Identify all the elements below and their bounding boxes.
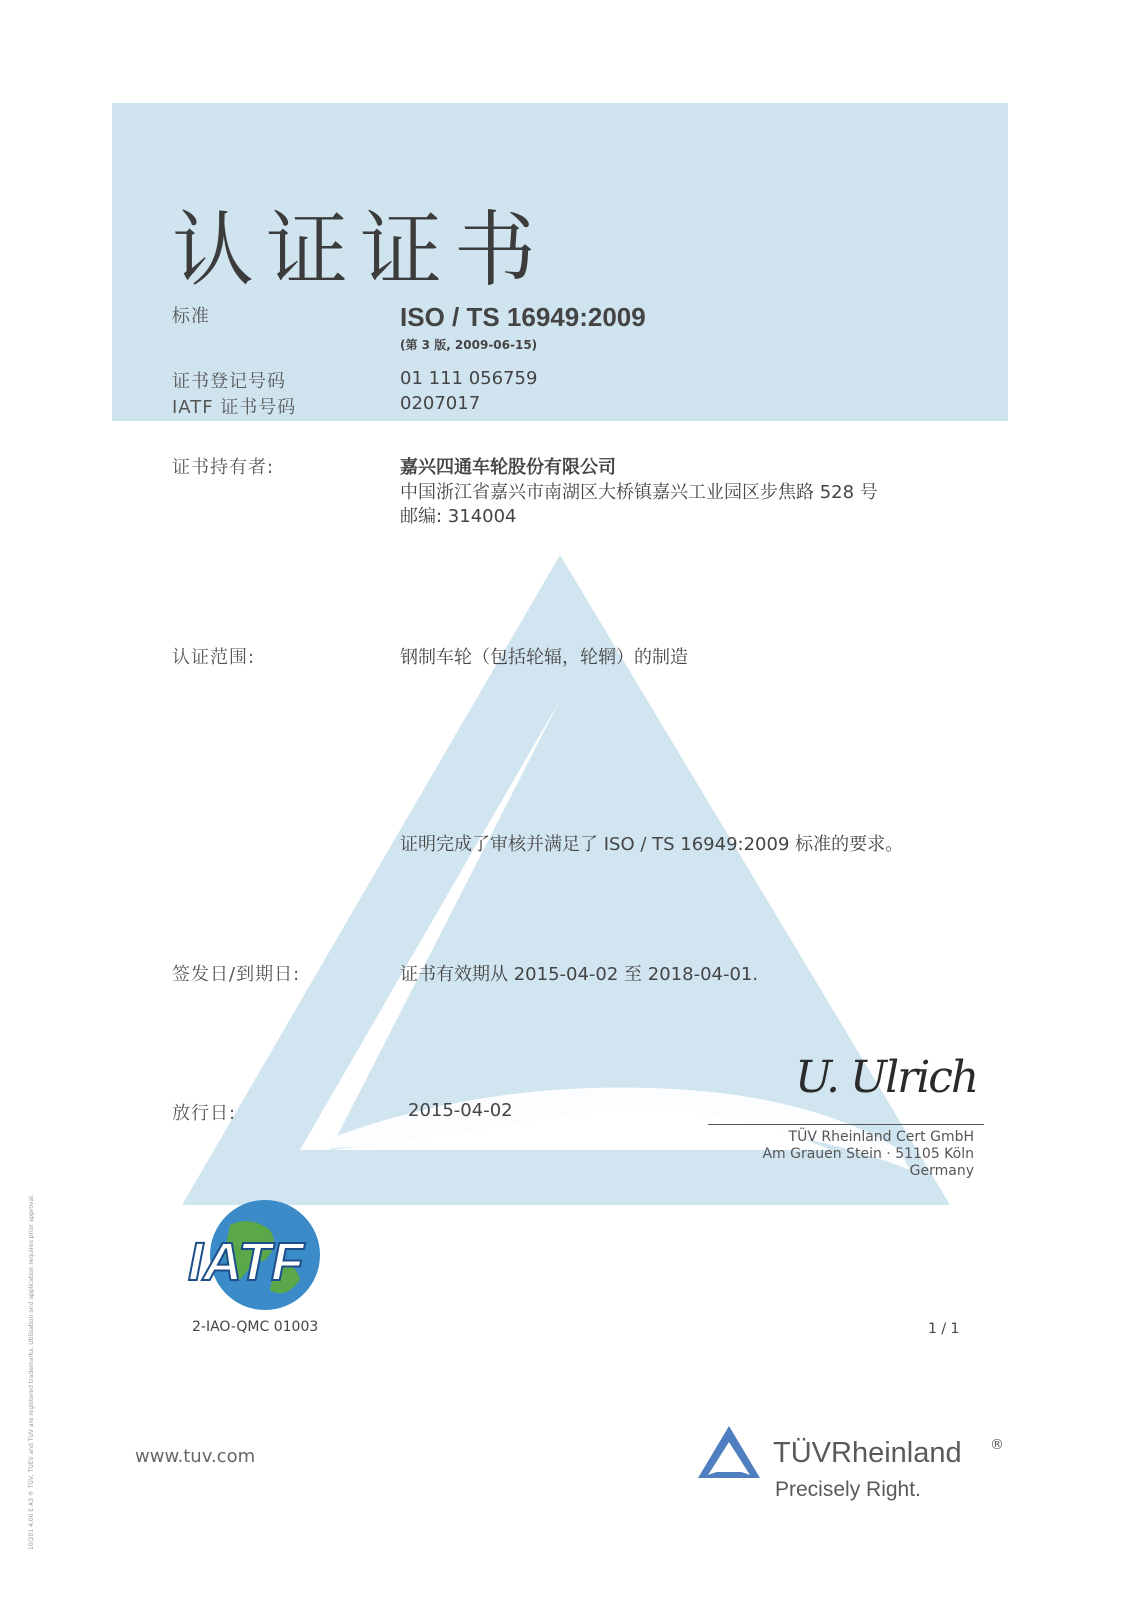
page-number: 1 / 1 <box>928 1321 960 1337</box>
iatf-number-value: 0207017 <box>400 393 481 414</box>
validity-value: 证书有效期从 2015-04-02 至 2018-04-01. <box>400 964 759 985</box>
conformity-statement: 证明完成了审核并满足了 ISO / TS 16949:2009 标准的要求。 <box>400 834 904 855</box>
scope-label: 认证范围: <box>172 647 256 668</box>
side-trademark-note: 10/201 4.06 E A3 ® TÜV, TUEV and TUV are registered trademarks. Utilisation and application requires prior approval. <box>28 1194 35 1550</box>
signatory-country: Germany <box>909 1163 974 1179</box>
release-label: 放行日: <box>172 1103 237 1124</box>
holder-postcode: 邮编: 314004 <box>400 506 517 527</box>
iatf-logo-text: IATF <box>188 1232 304 1292</box>
holder-name: 嘉兴四通车轮股份有限公司 <box>400 457 616 478</box>
registration-label: 证书登记号码 <box>172 371 286 392</box>
signatory-address: Am Grauen Stein · 51105 Köln <box>762 1146 974 1162</box>
brand-tagline: Precisely Right. <box>775 1478 921 1501</box>
certificate-title: 认证证书 <box>172 203 549 298</box>
iatf-logo-icon <box>180 1185 335 1315</box>
brand-registered: ® <box>990 1437 1004 1453</box>
validity-label: 签发日/到期日: <box>172 964 301 985</box>
iatf-code: 2-IAO-QMC 01003 <box>192 1319 319 1335</box>
website-link[interactable]: www.tuv.com <box>135 1446 256 1467</box>
iatf-number-label: IATF 证书号码 <box>172 397 297 418</box>
standard-value: ISO / TS 16949:2009 <box>400 302 646 332</box>
signature-line <box>708 1124 984 1125</box>
release-value: 2015-04-02 <box>408 1100 513 1121</box>
signature: U. Ulrich <box>795 1052 978 1103</box>
standard-edition: (第 3 版, 2009-06-15) <box>400 338 538 352</box>
registration-value: 01 111 056759 <box>400 368 538 389</box>
holder-label: 证书持有者: <box>172 457 275 478</box>
brand-name: TÜVRheinland <box>773 1437 962 1469</box>
standard-label: 标准 <box>172 306 210 327</box>
tuv-triangle-icon <box>696 1424 762 1480</box>
scope-value: 钢制车轮（包括轮辐，轮辋）的制造 <box>400 647 688 668</box>
signatory-org: TÜV Rheinland Cert GmbH <box>788 1129 974 1145</box>
holder-address: 中国浙江省嘉兴市南湖区大桥镇嘉兴工业园区步焦路 528 号 <box>400 482 878 503</box>
